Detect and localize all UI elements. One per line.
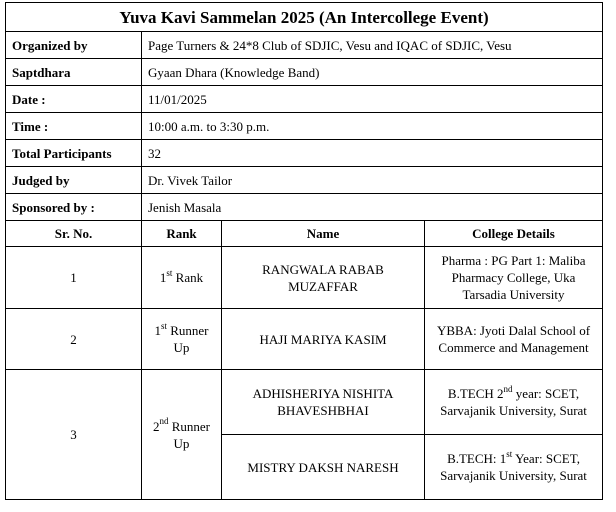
sr-no: 2 bbox=[6, 309, 142, 370]
info-value: Jenish Masala bbox=[142, 194, 603, 221]
participant-name: HAJI MARIYA KASIM bbox=[222, 309, 425, 370]
info-row-time bbox=[6, 113, 603, 140]
info-value: 11/01/2025 bbox=[142, 86, 603, 113]
rank: 2nd Runner Up bbox=[142, 370, 222, 500]
event-result-table bbox=[5, 2, 603, 500]
participant-name: MISTRY DAKSH NARESH bbox=[222, 435, 425, 500]
college-details: Pharma : PG Part 1: Maliba Pharmacy College, Uka Tarsadia University bbox=[425, 247, 603, 309]
info-row-sponsored-by bbox=[6, 194, 603, 221]
info-row-organized-by bbox=[6, 32, 603, 59]
info-row-date bbox=[6, 86, 603, 113]
rank: 1st Runner Up bbox=[142, 309, 222, 370]
info-label: Total Participants bbox=[6, 140, 142, 167]
header-sr-no: Sr. No. bbox=[6, 221, 142, 247]
header-name: Name bbox=[222, 221, 425, 247]
result-row bbox=[6, 370, 603, 435]
info-label: Time : bbox=[6, 113, 142, 140]
document-title: Yuva Kavi Sammelan 2025 (An Intercollege Event) bbox=[6, 3, 603, 32]
college-details: YBBA: Jyoti Dalal School of Commerce and Management bbox=[425, 309, 603, 370]
participant-name: ADHISHERIYA NISHITA BHAVESHBHAI bbox=[222, 370, 425, 435]
college-details: B.TECH: 1st Year: SCET, Sarvajanik University, Surat bbox=[425, 435, 603, 500]
info-row-total-participants bbox=[6, 140, 603, 167]
rank: 1st Rank bbox=[142, 247, 222, 309]
header-college-details: College Details bbox=[425, 221, 603, 247]
info-label: Organized by bbox=[6, 32, 142, 59]
participant-name: RANGWALA RABAB MUZAFFAR bbox=[222, 247, 425, 309]
info-label: Date : bbox=[6, 86, 142, 113]
info-value: Dr. Vivek Tailor bbox=[142, 167, 603, 194]
result-row bbox=[6, 309, 603, 370]
info-value: Gyaan Dhara (Knowledge Band) bbox=[142, 59, 603, 86]
result-row bbox=[6, 247, 603, 309]
info-label: Judged by bbox=[6, 167, 142, 194]
college-details: B.TECH 2nd year: SCET, Sarvajanik University, Surat bbox=[425, 370, 603, 435]
info-label: Saptdhara bbox=[6, 59, 142, 86]
info-label: Sponsored by : bbox=[6, 194, 142, 221]
sr-no: 1 bbox=[6, 247, 142, 309]
info-value: 10:00 a.m. to 3:30 p.m. bbox=[142, 113, 603, 140]
info-row-judged-by bbox=[6, 167, 603, 194]
info-value: 32 bbox=[142, 140, 603, 167]
info-row-saptdhara bbox=[6, 59, 603, 86]
sr-no: 3 bbox=[6, 370, 142, 500]
header-rank: Rank bbox=[142, 221, 222, 247]
info-value: Page Turners & 24*8 Club of SDJIC, Vesu and IQAC of SDJIC, Vesu bbox=[142, 32, 603, 59]
results-header-row bbox=[6, 221, 603, 247]
